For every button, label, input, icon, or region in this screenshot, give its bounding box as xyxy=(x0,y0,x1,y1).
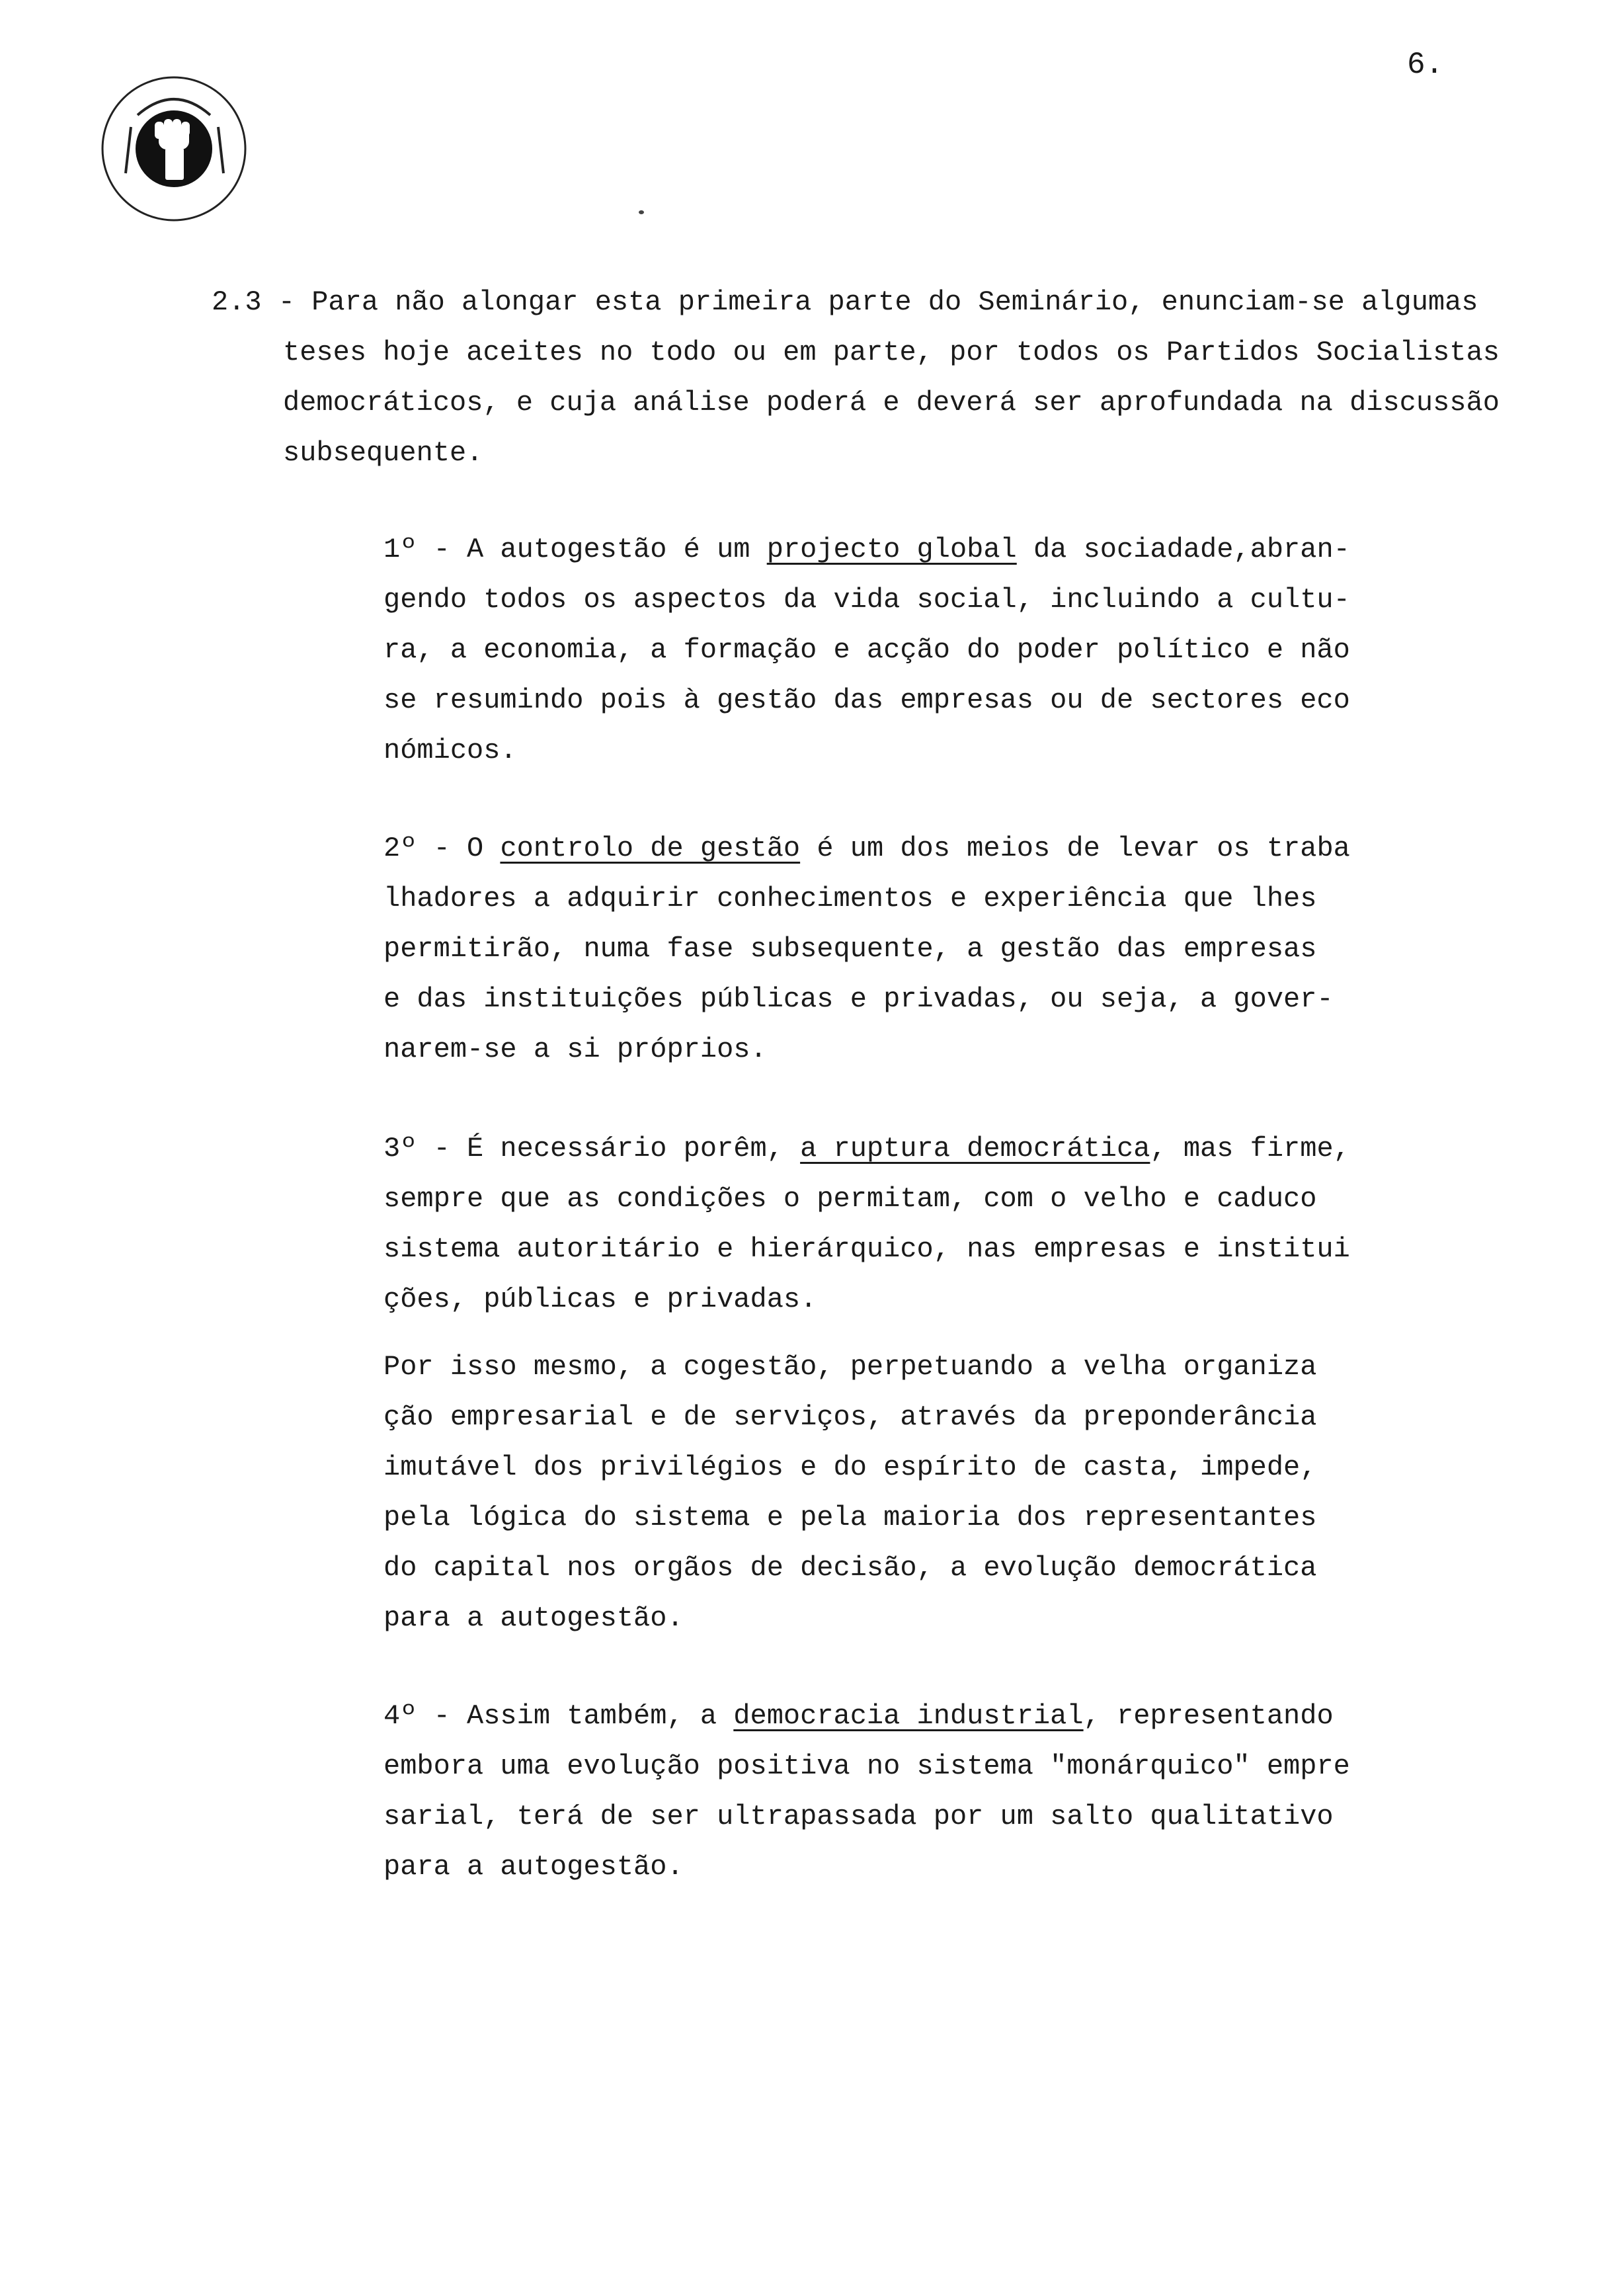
thesis-2-lead: 2º - O xyxy=(383,833,501,864)
party-logo-icon xyxy=(99,74,249,224)
thesis-3-paragraph-line: imutável dos privilégios e do espírito de casta, impede, xyxy=(383,1452,1317,1483)
thesis-3-line: sistema autoritário e hierárquico, nas empresas e institui xyxy=(383,1233,1350,1265)
thesis-4-tail: , representando xyxy=(1083,1700,1334,1732)
stray-mark xyxy=(639,210,644,214)
thesis-1-line: se resumindo pois à gestão das empresas ou de sectores eco xyxy=(383,684,1350,716)
thesis-2-tail: é um dos meios de levar os traba xyxy=(800,833,1350,864)
thesis-1-first-line xyxy=(383,536,1350,563)
thesis-3-tail: , mas firme, xyxy=(1150,1133,1350,1165)
thesis-4-underlined-term: democracia industrial xyxy=(733,1700,1084,1732)
section-text-line: democráticos, e cuja análise poderá e deverá ser aprofundada na discussão xyxy=(283,387,1500,419)
thesis-3-line: ções, públicas e privadas. xyxy=(383,1284,817,1315)
thesis-3-underlined-term: a ruptura democrática xyxy=(800,1133,1150,1165)
thesis-4-line: para a autogestão. xyxy=(383,1851,684,1883)
thesis-3-paragraph-line: ção empresarial e de serviços, através da preponderância xyxy=(383,1401,1317,1433)
thesis-2-line: narem-se a si próprios. xyxy=(383,1034,767,1065)
thesis-1-line: gendo todos os aspectos da vida social, incluindo a cultu- xyxy=(383,584,1350,616)
thesis-3-paragraph-line: Por isso mesmo, a cogestão, perpetuando a velha organiza xyxy=(383,1351,1317,1383)
thesis-1-lead: 1º - A autogestão é um xyxy=(383,534,767,565)
thesis-3-lead: 3º - É necessário porêm, xyxy=(383,1133,801,1165)
thesis-1-underlined-term: projecto global xyxy=(766,534,1017,565)
thesis-4-first-line xyxy=(383,1702,1334,1730)
thesis-1-line: ra, a economia, a formação e acção do poder político e não xyxy=(383,634,1350,666)
thesis-1-line: nómicos. xyxy=(383,735,517,766)
thesis-3-paragraph-line: do capital nos orgãos de decisão, a evolução democrática xyxy=(383,1552,1317,1584)
thesis-2-line: e das instituições públicas e privadas, ou seja, a gover- xyxy=(383,983,1334,1015)
thesis-2-line: permitirão, numa fase subsequente, a gestão das empresas xyxy=(383,933,1317,965)
page-number: 6. xyxy=(1407,48,1444,82)
section-text-line: teses hoje aceites no todo ou em parte, por todos os Partidos Socialistas xyxy=(283,337,1500,368)
thesis-3-first-line xyxy=(383,1135,1350,1163)
thesis-4-lead: 4º - Assim também, a xyxy=(383,1700,734,1732)
thesis-4-line: sarial, terá de ser ultrapassada por um salto qualitativo xyxy=(383,1801,1334,1832)
thesis-4-line: embora uma evolução positiva no sistema "monárquico" empre xyxy=(383,1750,1350,1782)
section-text-line: subsequente. xyxy=(283,437,483,469)
thesis-3-line: sempre que as condições o permitam, com o velho e caduco xyxy=(383,1183,1317,1215)
thesis-2-first-line xyxy=(383,835,1350,862)
section-heading-line: 2.3 - Para não alongar esta primeira parte do Seminário, enunciam-se algumas xyxy=(212,286,1478,318)
thesis-2-underlined-term: controlo de gestão xyxy=(500,833,801,864)
thesis-2-line: lhadores a adquirir conhecimentos e experiência que lhes xyxy=(383,883,1317,915)
thesis-3-paragraph-line: pela lógica do sistema e pela maioria dos representantes xyxy=(383,1502,1317,1534)
thesis-1-tail: da sociadade,abran- xyxy=(1016,534,1350,565)
thesis-3-paragraph-line: para a autogestão. xyxy=(383,1602,684,1634)
